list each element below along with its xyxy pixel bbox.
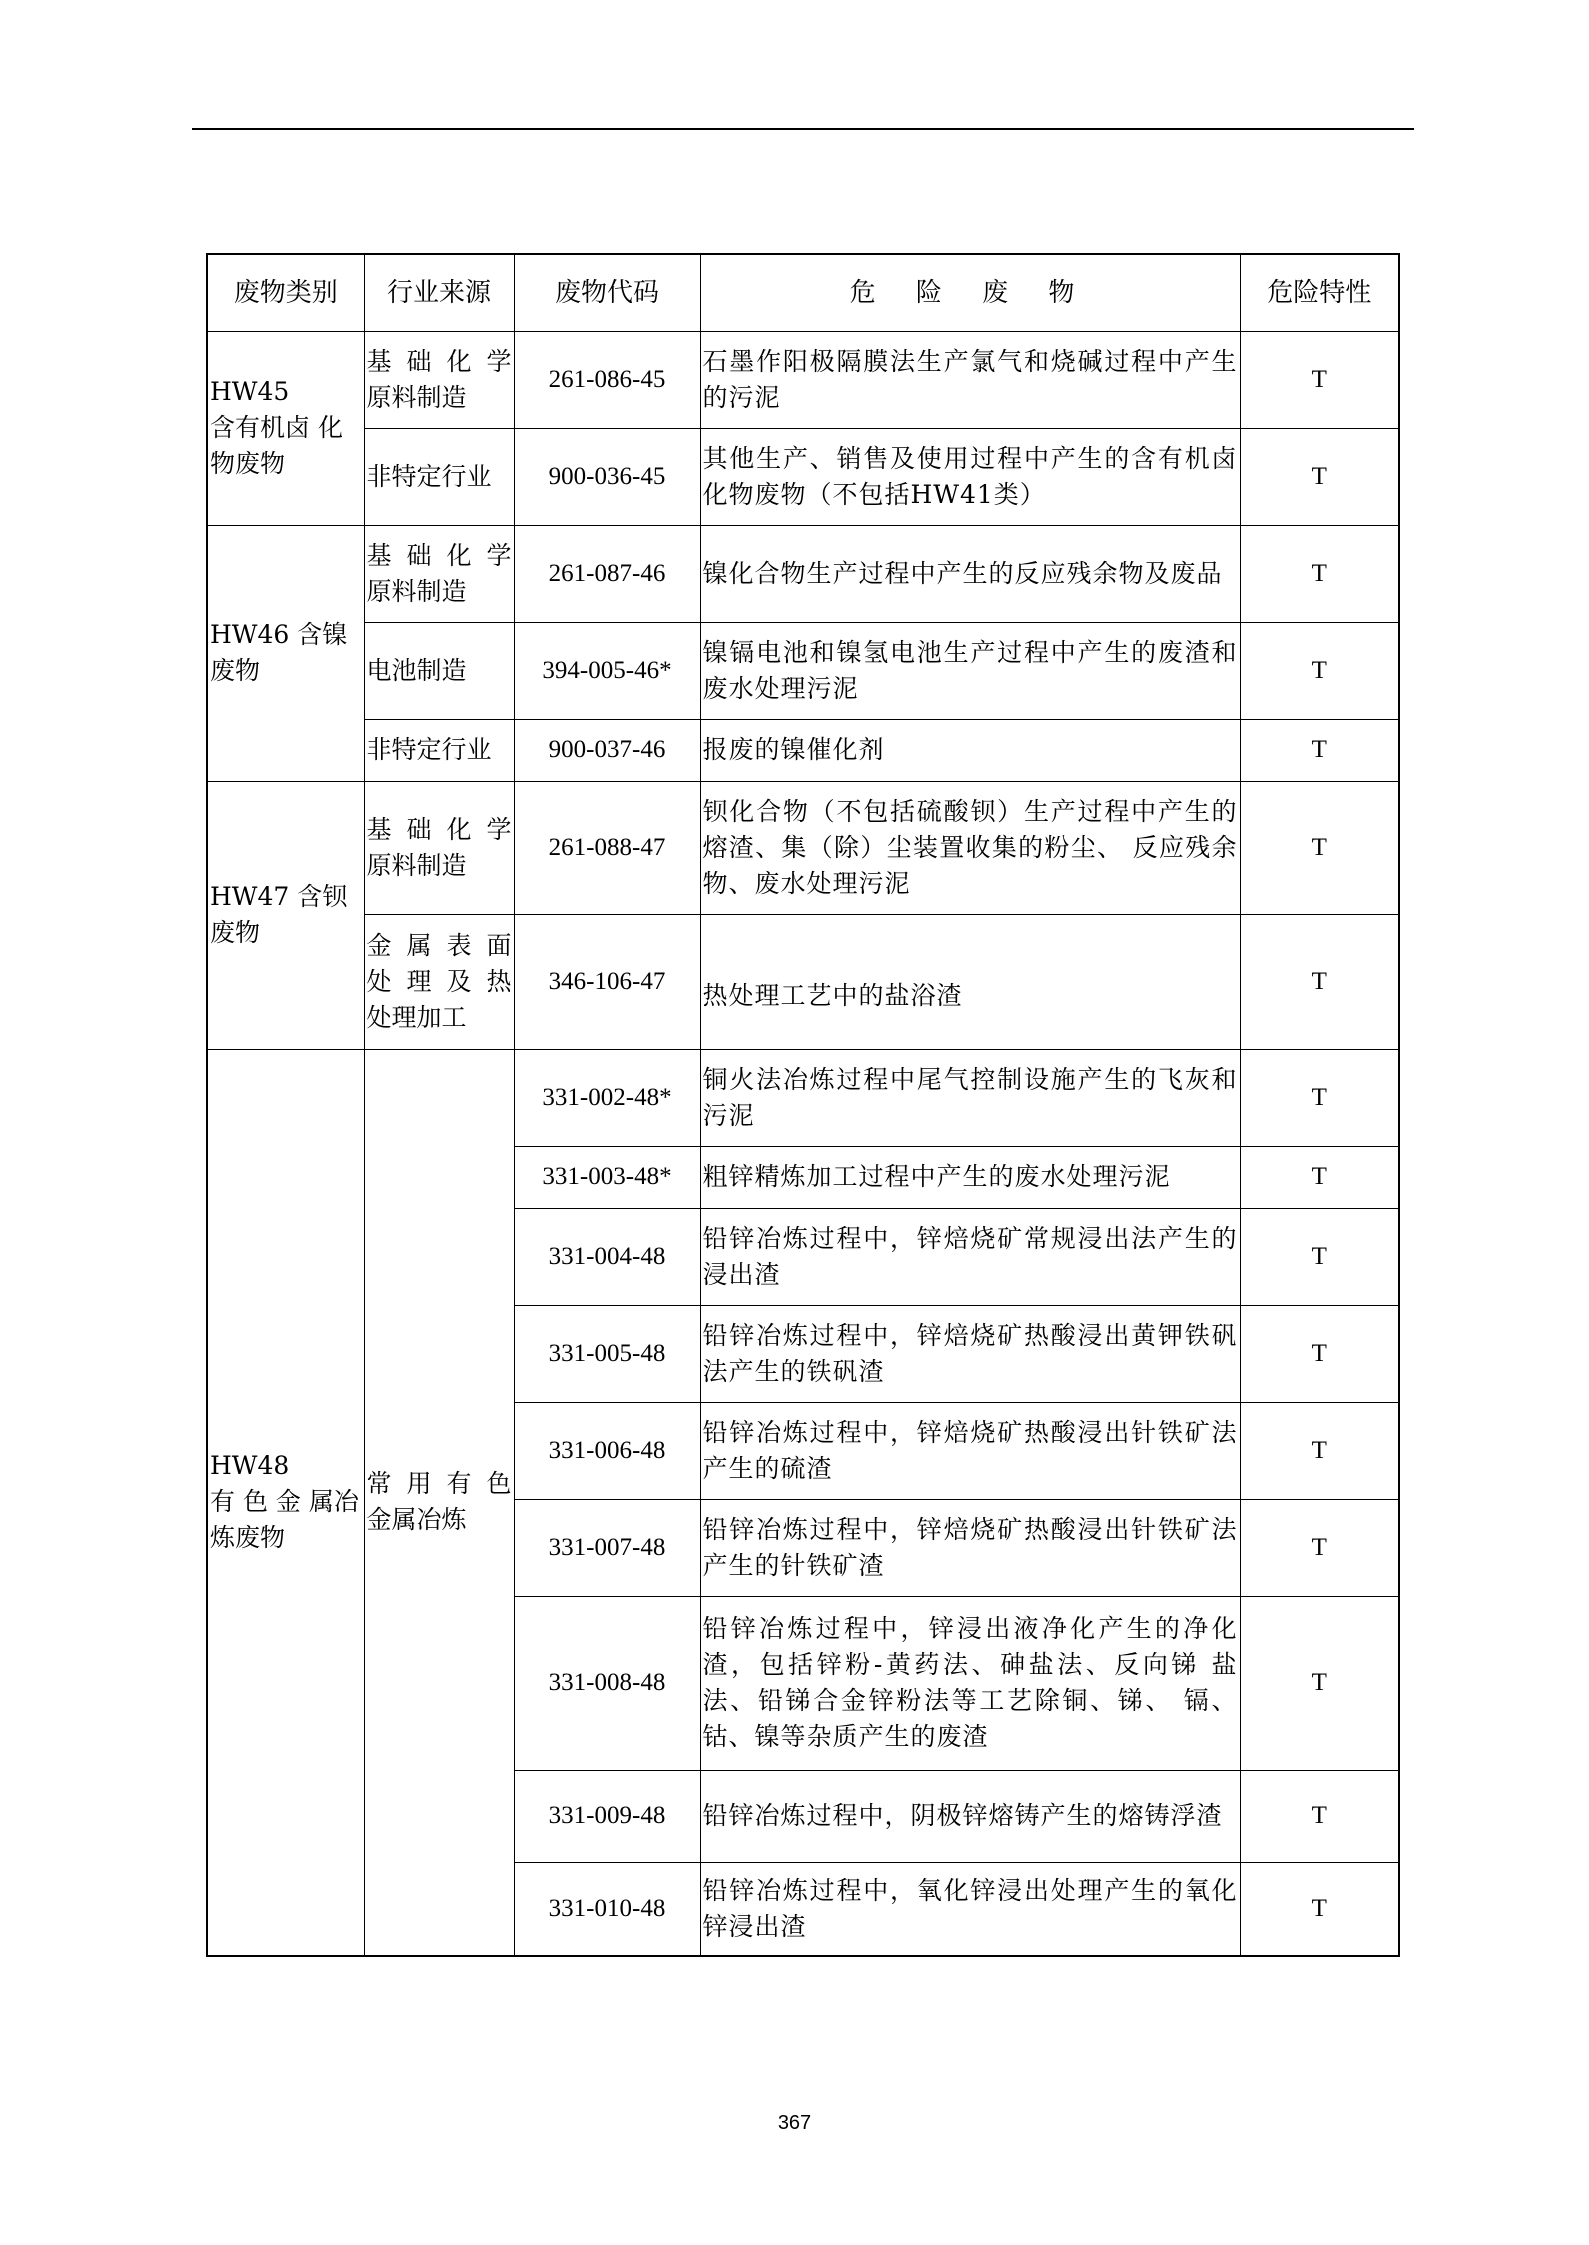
industry-source: 非特定行业 bbox=[364, 428, 514, 525]
waste-code: 331-008-48 bbox=[514, 1596, 700, 1770]
waste-description: 石墨作阳极隔膜法生产氯气和烧碱过程中产生的污泥 bbox=[700, 331, 1240, 428]
hazard-characteristic: T bbox=[1240, 1770, 1399, 1862]
hazard-characteristic: T bbox=[1240, 781, 1399, 914]
industry-source: 基 础 化 学原料制造 bbox=[364, 525, 514, 622]
table-row bbox=[207, 525, 1399, 622]
waste-description: 报废的镍催化剂 bbox=[700, 719, 1240, 781]
waste-code: 331-004-48 bbox=[514, 1208, 700, 1305]
waste-description: 铅锌冶炼过程中，阴极锌熔铸产生的熔铸浮渣 bbox=[700, 1770, 1240, 1862]
waste-description: 铅锌冶炼过程中，锌焙烧矿热酸浸出黄钾铁矾法产生的铁矾渣 bbox=[700, 1305, 1240, 1402]
hazard-characteristic: T bbox=[1240, 1049, 1399, 1146]
hazard-characteristic: T bbox=[1240, 1208, 1399, 1305]
waste-code: 261-086-45 bbox=[514, 331, 700, 428]
waste-description: 粗锌精炼加工过程中产生的废水处理污泥 bbox=[700, 1146, 1240, 1208]
hazard-characteristic: T bbox=[1240, 1862, 1399, 1956]
table-row bbox=[207, 914, 1399, 1049]
waste-description: 铜火法冶炼过程中尾气控制设施产生的飞灰和污泥 bbox=[700, 1049, 1240, 1146]
waste-description bbox=[700, 914, 1240, 1049]
industry-source: 基 础 化 学原料制造 bbox=[364, 331, 514, 428]
hazard-characteristic: T bbox=[1240, 914, 1399, 1049]
waste-description: 镍镉电池和镍氢电池生产过程中产生的废渣和废水处理污泥 bbox=[700, 622, 1240, 719]
hazard-characteristic: T bbox=[1240, 1499, 1399, 1596]
hazardous-waste-table bbox=[206, 253, 1400, 1957]
hazard-characteristic: T bbox=[1240, 719, 1399, 781]
hazard-characteristic: T bbox=[1240, 428, 1399, 525]
hazard-characteristic: T bbox=[1240, 331, 1399, 428]
industry-source: 基 础 化 学原料制造 bbox=[364, 781, 514, 914]
waste-code: 331-005-48 bbox=[514, 1305, 700, 1402]
waste-code: 331-003-48* bbox=[514, 1146, 700, 1208]
waste-code: 331-010-48 bbox=[514, 1862, 700, 1956]
waste-code: 331-002-48* bbox=[514, 1049, 700, 1146]
waste-code: 261-088-47 bbox=[514, 781, 700, 914]
waste-code: 331-009-48 bbox=[514, 1770, 700, 1862]
table-row bbox=[207, 1049, 1399, 1146]
waste-category-hw46: HW46 含镍废物 bbox=[207, 525, 364, 781]
waste-description: 铅锌冶炼过程中，锌浸出液净化产生的净化渣，包括锌粉-黄药法、砷盐法、反向锑 盐法、铅锑合金锌粉法等工艺除铜、锑、 镉、钴、镍等杂质产生的废渣 bbox=[700, 1596, 1240, 1770]
table-row bbox=[207, 331, 1399, 428]
waste-code: 900-036-45 bbox=[514, 428, 700, 525]
industry-source: 常 用 有 色金属冶炼 bbox=[364, 1049, 514, 1956]
waste-description: 其他生产、销售及使用过程中产生的含有机卤化物废物（不包括HW41类） bbox=[700, 428, 1240, 525]
industry-source: 非特定行业 bbox=[364, 719, 514, 781]
table-header-row bbox=[207, 254, 1399, 331]
header-waste-category: 废物类别 bbox=[207, 254, 364, 331]
industry-source: 电池制造 bbox=[364, 622, 514, 719]
waste-code: 394-005-46* bbox=[514, 622, 700, 719]
waste-code: 900-037-46 bbox=[514, 719, 700, 781]
header-hazard-characteristic: 危险特性 bbox=[1240, 254, 1399, 331]
waste-code: 331-007-48 bbox=[514, 1499, 700, 1596]
header-industry-source: 行业来源 bbox=[364, 254, 514, 331]
waste-description: 镍化合物生产过程中产生的反应残余物及废品 bbox=[700, 525, 1240, 622]
table-row bbox=[207, 719, 1399, 781]
waste-description: 钡化合物（不包括硫酸钡）生产过程中产生的熔渣、集（除）尘装置收集的粉尘、 反应残余物、废水处理污泥 bbox=[700, 781, 1240, 914]
hazard-characteristic: T bbox=[1240, 622, 1399, 719]
table-row bbox=[207, 622, 1399, 719]
industry-source: 金 属 表 面处 理 及 热处理加工 bbox=[364, 914, 514, 1049]
header-hazardous-waste: 危 险 废 物 bbox=[700, 254, 1240, 331]
hazard-characteristic: T bbox=[1240, 1402, 1399, 1499]
page-number: 367 bbox=[777, 2112, 812, 2134]
waste-code: 346-106-47 bbox=[514, 914, 700, 1049]
hazard-characteristic: T bbox=[1240, 525, 1399, 622]
waste-code: 331-006-48 bbox=[514, 1402, 700, 1499]
header-rule bbox=[192, 128, 1414, 130]
waste-description: 铅锌冶炼过程中，锌焙烧矿常规浸出法产生的浸出渣 bbox=[700, 1208, 1240, 1305]
waste-description: 铅锌冶炼过程中，锌焙烧矿热酸浸出针铁矿法产生的硫渣 bbox=[700, 1402, 1240, 1499]
waste-category-hw45: HW45 含有机卤 化物废物 bbox=[207, 331, 364, 525]
waste-description: 铅锌冶炼过程中，氧化锌浸出处理产生的氧化锌浸出渣 bbox=[700, 1862, 1240, 1956]
waste-code: 261-087-46 bbox=[514, 525, 700, 622]
waste-description-text: 热处理工艺中的盐浴渣 bbox=[702, 980, 963, 1010]
waste-category-hw47: HW47 含钡废物 bbox=[207, 781, 364, 1049]
table-row bbox=[207, 781, 1399, 914]
waste-description: 铅锌冶炼过程中，锌焙烧矿热酸浸出针铁矿法产生的针铁矿渣 bbox=[700, 1499, 1240, 1596]
hazard-characteristic: T bbox=[1240, 1146, 1399, 1208]
hazard-characteristic: T bbox=[1240, 1305, 1399, 1402]
hazard-characteristic: T bbox=[1240, 1596, 1399, 1770]
waste-category-hw48: HW48 有 色 金 属冶炼废物 bbox=[207, 1049, 364, 1956]
table-row bbox=[207, 428, 1399, 525]
header-waste-code: 废物代码 bbox=[514, 254, 700, 331]
